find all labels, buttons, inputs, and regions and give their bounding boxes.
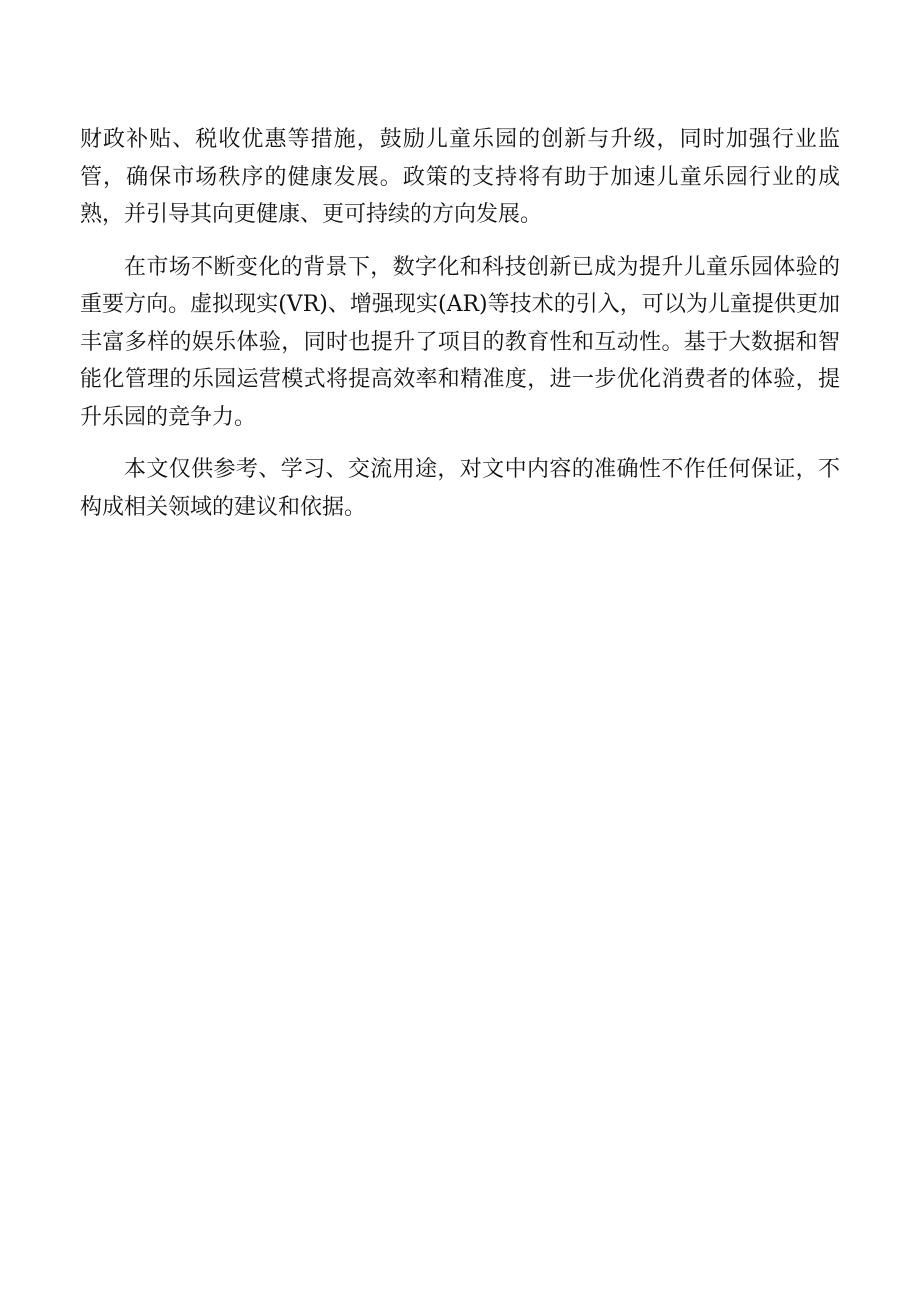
paragraph-digital-innovation: 在市场不断变化的背景下，数字化和科技创新已成为提升儿童乐园体验的重要方向。虚拟现实(VR)、增强现实(AR)等技术的引入，可以为儿童提供更加丰富多样的娱乐体验，同时也提升了项目的教育性和互动性。基于大数据和智能化管理的乐园运营模式将提高效率和精准度，进一步优化消费者的体验，提升乐园的竞争力。 (80, 254, 840, 430)
document-body (80, 121, 840, 526)
paragraph-disclaimer: 本文仅供参考、学习、交流用途，对文中内容的准确性不作任何保证，不构成相关领域的建议和依据。 (80, 457, 840, 520)
paragraph-policy-support: 财政补贴、税收优惠等措施，鼓励儿童乐园的创新与升级，同时加强行业监管，确保市场秩序的健康发展。政策的支持将有助于加速儿童乐园行业的成熟，并引导其向更健康、更可持续的方向发展。 (80, 127, 840, 227)
